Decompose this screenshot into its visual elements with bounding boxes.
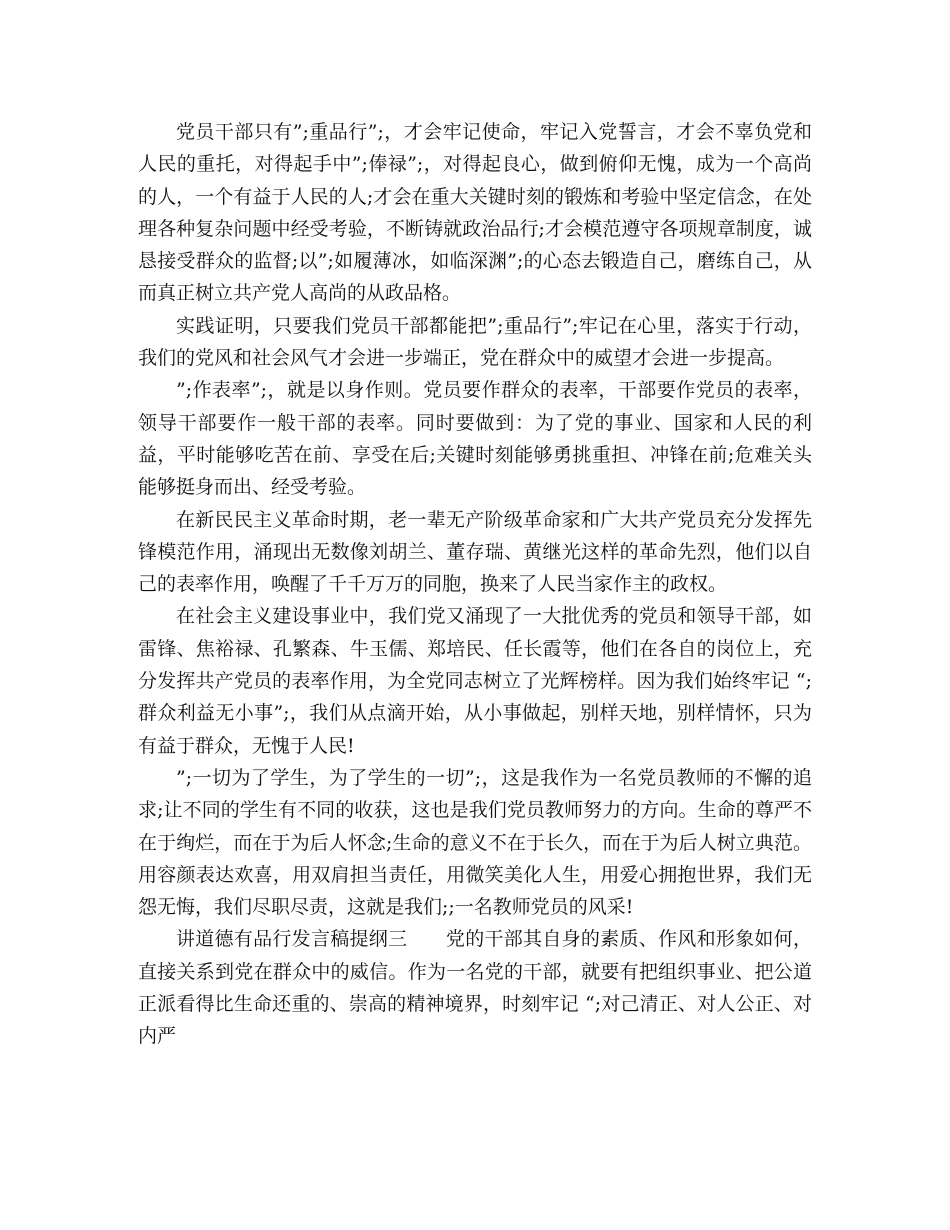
document-page: [138, 116, 812, 1053]
paragraph: ”;一切为了学生，为了学生的一切”;，这是我作为一名党员教师的不懈的追求;让不同的学生有不同的收获，这也是我们党员教师努力的方向。生命的尊严不在于绚烂，而在于为后人怀念;生命的意义不在于长久，而在于为后人树立典范。用容颜表达欢喜，用双肩担当责任，用微笑美化人生，用爱心拥抱世界，我们无怨无悔，我们尽职尽责，这就是我们;;一名教师党员的风采!: [138, 766, 812, 919]
paragraph: 在社会主义建设事业中，我们党又涌现了一大批优秀的党员和领导干部，如雷锋、焦裕禄、孔繁森、牛玉儒、郑培民、任长霞等，他们在各自的岗位上，充分发挥共产党员的表率作用，为全党同志树立了光辉榜样。因为我们始终牢记 “;群众利益无小事”;，我们从点滴开始，从小事做起，别样天地，别样情怀，只为有益于群众，无愧于人民!: [138, 605, 812, 757]
paragraph: 党员干部只有”;重品行”;，才会牢记使命，牢记入党誓言，才会不辜负党和人民的重托，对得起手中”;俸禄”;，对得起良心，做到俯仰无愧，成为一个高尚的人，一个有益于人民的人;才会在重大关键时刻的锻炼和考验中坚定信念，在处理各种复杂问题中经受考验，不断铸就政治品行;才会模范遵守各项规章制度，诚恳接受群众的监督;以”;如履薄冰，如临深渊”;的心态去锻造自己，磨练自己，从而真正树立共产党人高尚的从政品格。: [138, 121, 812, 305]
paragraph: ”;作表率”;，就是以身作则。党员要作群众的表率，干部要作党员的表率，领导干部要作一般干部的表率。同时要做到：为了党的事业、国家和人民的利益，平时能够吃苦在前、享受在后;关键时刻能够勇挑重担、冲锋在前;危难关头能够挺身而出、经受考验。: [138, 379, 812, 499]
paragraph: 实践证明，只要我们党员干部都能把”;重品行”;牢记在心里，落实于行动，我们的党风和社会风气才会进一步端正，党在群众中的威望才会进一步提高。: [138, 314, 812, 370]
paragraph: 在新民民主义革命时期，老一辈无产阶级革命家和广大共产党员充分发挥先锋模范作用，涌现出无数像刘胡兰、董存瑞、黄继光这样的革命先烈，他们以自己的表率作用，唤醒了千千万万的同胞，换来了人民当家作主的政权。: [138, 508, 812, 596]
paragraph: 讲道德有品行发言稿提纲三 党的干部其自身的素质、作风和形象如何，直接关系到党在群众中的威信。作为一名党的干部，就要有把组织事业、把公道正派看得比生命还重的、崇高的精神境界，时刻牢记 “;对己清正、对人公正、对内严: [138, 928, 812, 1048]
